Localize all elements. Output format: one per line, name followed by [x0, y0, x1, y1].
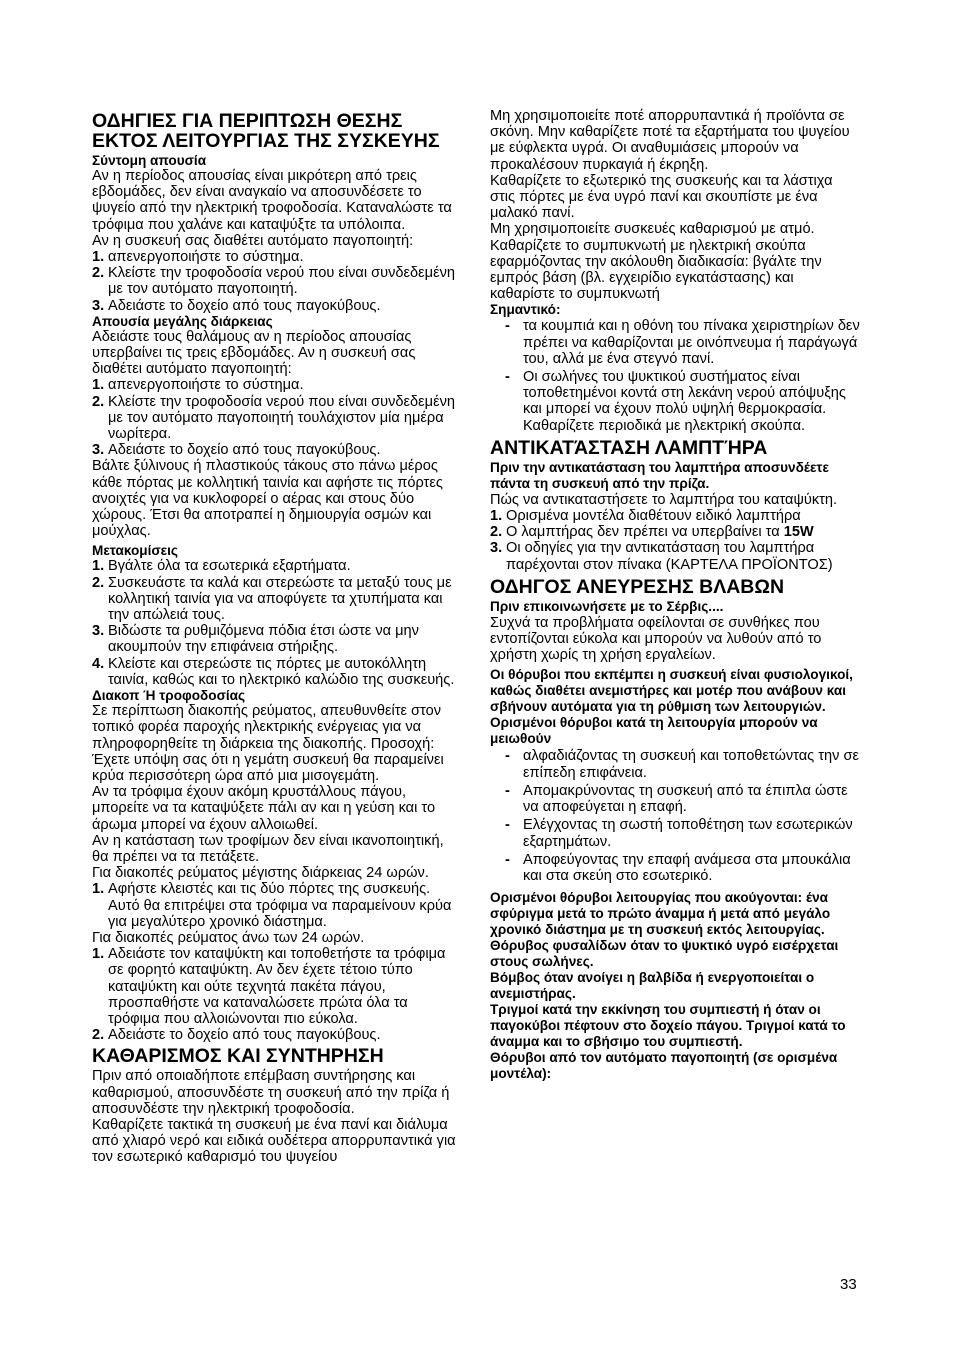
list-long-absence — [92, 377, 462, 458]
paragraph: Καθαρίζετε τακτικά τη συσκευή με ένα πανί και διάλυμα από χλιαρό νερό και ειδικά ουδέτερα απορρυπαντικά για τον εσωτερικό καθαρισμό του ψυγείου — [92, 1116, 456, 1166]
list-important — [490, 318, 860, 433]
list-text: Κλείστε την τροφοδοσία νερού που είναι συνδεδεμένη με τον αυτόματο παγοποιητή τουλάχιστον μία ημέρα νωρίτερα. — [108, 393, 456, 443]
list-text: Αδειάστε τον καταψύκτη και τοποθετήστε τα τρόφιμα σε φορητό καταψύκτη. Αν δεν έχετε τέτοιο τύπο καταψύκτη και ούτε τεχνητά πακέτα πάγου, προσπαθήστε να καταναλώσετε πρώτα όλα τα τρόφιμα που αλλοιώνονται πιο εύκολα. — [108, 946, 446, 1027]
list-text: Βιδώστε τα ρυθμιζόμενα πόδια έτσι ώστε να μην ακουμπούν την επιφάνεια στήριξης. — [108, 623, 419, 656]
paragraph: Βάλτε ξύλινους ή πλαστικούς τάκους στο πάνω μέρος κάθε πόρτας με κολλητική ταινία και αφήστε τις πόρτες ανοιχτές για να κυκλοφορεί ο αέρας και στους δύο χώρους. Έτσι θα αποτραπεί η δημιουργία οσμών και μούχλας. — [92, 458, 443, 540]
list-text: Αποφεύγοντας την επαφή ανάμεσα στα μπουκάλια και στα σκεύη στο εσωτερικό. — [523, 851, 851, 884]
subheading-long-absence: Απουσία μεγάλης διάρκειας — [92, 313, 273, 329]
list-power-over-24h — [92, 946, 462, 1043]
list-item — [92, 623, 462, 655]
list-item — [92, 442, 462, 458]
list-item — [92, 946, 462, 1027]
paragraph: Πριν από οποιαδήποτε επέμβαση συντήρησης και καθαρισμού, αποσυνδέστε τη συσκευή από την πρίζα ή αποσυνδέστε την ηλεκτρική τροφοδοσία. — [92, 1068, 450, 1117]
paragraph: Αν τα τρόφιμα έχουν ακόμη κρυστάλλους πάγου, μπορείτε να τα καταψύξετε πάλι αν και η γεύση και το άρωμα μπορεί να έχουν αλλοιωθεί. — [92, 784, 436, 833]
list-text: απενεργοποιήστε το σύστημα. — [108, 249, 304, 266]
bold-note-noise: Τριγμοί κατά την εκκίνηση του συμπιεστή ή όταν οι παγοκύβοι πέφτουν στο δοχείο πάγου. Τριγμοί κατά το άναμμα και το σβήσιμο του συμπιεστή. — [490, 1002, 846, 1050]
list-item — [92, 377, 462, 393]
list-text: Απομακρύνοντας τη συσκευή από τα έπιπλα ώστε να αποφεύγεται η επαφή. — [523, 782, 848, 816]
list-number: 1. — [92, 249, 105, 266]
bold-note-noise: Θόρυβος φυσαλίδων όταν το ψυκτικό υγρό εισέρχεται στους σωλήνες. — [490, 938, 839, 970]
list-text: Ελέγχοντας τη σωστή τοποθέτηση των εσωτερικών εξαρτημάτων. — [523, 817, 853, 850]
list-item — [490, 318, 860, 367]
list-item — [92, 881, 462, 930]
list-dash: - — [505, 782, 510, 799]
list-text: Ορισμένα μοντέλα διαθέτουν ειδικό λαμπτήρα — [506, 508, 801, 525]
list-item — [490, 540, 860, 572]
list-dash: - — [505, 851, 510, 868]
list-text: Οι οδηγίες για την αντικατάσταση του λαμπτήρα παρέχονται στον πίνακα (ΚΑΡΤΕΛΑ ΠΡΟΪΟΝΤΟΣ) — [506, 540, 833, 573]
list-dash: - — [505, 369, 510, 386]
paragraph: Αν η κατάσταση των τροφίμων δεν είναι ικανοποιητική, θα πρέπει να τα πετάξετε. — [92, 832, 444, 865]
heading-outage: ΟΔΗΓΙΕΣ ΓΙΑ ΠΕΡΙΠΤΩΣΗ ΘΕΣΗΣ ΕΚΤΟΣ ΛΕΙΤΟΥΡΓΙΑΣ ΤΗΣ ΣΥΣΚΕΥΗΣ — [92, 110, 440, 152]
list-dash: - — [505, 817, 510, 834]
list-text: Βγάλτε όλα τα εσωτερικά εξαρτήματα. — [108, 558, 351, 575]
list-dash: - — [505, 318, 510, 335]
paragraph: Πώς να αντικαταστήσετε το λαμπτήρα του καταψύκτη. — [490, 491, 838, 508]
list-item — [490, 524, 860, 540]
list-item — [92, 265, 462, 297]
paragraph: Για διακοπές ρεύματος μέγιστης διάρκειας 24 ωρών. — [92, 865, 429, 882]
list-text: Αδειάστε το δοχείο από τους παγοκύβους. — [108, 1027, 381, 1044]
list-number: 1. — [490, 508, 503, 525]
subheading-moving: Μετακομίσεις — [92, 543, 178, 559]
list-text: αλφαδιάζοντας τη συσκευή και τοποθετώντας την σε επίπεδη επιφάνεια. — [523, 748, 860, 781]
list-text: Αφήστε κλειστές και τις δύο πόρτες της συσκευής. Αυτό θα επιτρέψει στα τρόφιμα να παραμείνουν κρύα για μεγαλύτερο χρονικό διάστημα. — [108, 881, 452, 930]
list-short-absence — [92, 249, 462, 314]
list-number: 3. — [92, 297, 105, 314]
heading-cleaning: ΚΑΘΑΡΙΣΜΟΣ ΚΑΙ ΣΥΝΤΗΡΗΣΗ — [92, 1045, 384, 1068]
heading-troubleshooting: ΟΔΗΓΟΣ ΑΝΕΥΡΕΣΗΣ ΒΛΑΒΩΝ — [490, 575, 785, 598]
list-item — [92, 656, 462, 688]
list-text: Κλείστε την τροφοδοσία νερού που είναι συνδεδεμένη με τον αυτόματο παγοποιητή. — [108, 265, 456, 298]
list-text: τα κουμπιά και η οθόνη του πίνακα χειριστηρίων δεν πρέπει να καθαρίζονται με οινόπνευμα ή παράγωγά του, αλλά με ένα στεγνό πανί. — [523, 318, 860, 367]
list-number: 3. — [490, 540, 503, 557]
paragraph: Καθαρίζετε το συμπυκνωτή με ηλεκτρική σκούπα εφαρμόζοντας την ακόλουθη διαδικασία: βγάλτε την εμπρός βάση (βλ. εγχειρίδιο εγκατάστασης) και καθαρίστε το συμπυκνωτή — [490, 237, 822, 303]
paragraph: Αδειάστε τους θαλάμους αν η περίοδος απουσίας υπερβαίνει τις τρεις εβδομάδες. Αν η συσκευή σας διαθέτει αυτόματο παγοποιητή: — [92, 328, 416, 378]
list-text: Κλείστε και στερεώστε τις πόρτες με αυτοκόλλητη ταινία, καθώς και το ηλεκτρικό καλώδιο της συσκευής. — [108, 655, 455, 688]
bold-note-noise: Βόμβος όταν ανοίγει η βαλβίδα ή ενεργοποιείται ο ανεμιστήρας. — [490, 970, 815, 1002]
left-column — [92, 108, 462, 1166]
list-noise-reduction — [490, 748, 860, 884]
list-text: Ο λαμπτήρας δεν πρέπει να υπερβαίνει τα — [506, 524, 784, 541]
paragraph: Σε περίπτωση διακοπής ρεύματος, απευθυνθείτε στον τοπικό φορέα παροχής ηλεκτρικής ενέργειας για να πληροφορηθείτε τη διάρκεια της διακοπής. Προσοχή: Έχετε υπόψη σας ότι η γεμάτη συσκευή θα παραμείνει κρύα περισσότερη ώρα από μια μισογεμάτη. — [92, 703, 444, 784]
list-item — [490, 508, 860, 524]
paragraph: Μη χρησιμοποιείτε συσκευές καθαρισμού με ατμό. — [490, 221, 815, 238]
bold-note-lamp: Πριν την αντικατάσταση του λαμπτήρα αποσυνδέετε πάντα τη συσκευή από την πρίζα. — [490, 459, 829, 491]
paragraph: Καθαρίζετε το εξωτερικό της συσκευής και τα λάστιχα στις πόρτες με ένα υγρό πανί και σκουπίστε με ένα μαλακό πανί. — [490, 172, 833, 222]
list-item — [490, 783, 860, 815]
bold-note-noise: Οι θόρυβοι που εκπέμπει η συσκευή είναι φυσιολογικοί, καθώς διαθέτει ανεμιστήρες και μοτέρ που ανάβουν και σβήνουν αυτόματα για τη ρύθμιση των λειτουργιών. — [490, 667, 853, 715]
subheading-important: Σημαντικό: — [490, 302, 561, 318]
list-number: 2. — [490, 524, 503, 541]
right-column — [490, 108, 860, 1082]
list-item — [92, 298, 462, 314]
list-power-24h — [92, 881, 462, 930]
list-text: Οι σωλήνες του ψυκτικού συστήματος είναι τοποθετημένοι κοντά στη λεκάνη νερού απόψυξης και μπορεί να έχουν πολύ υψηλή θερμοκρασία. Καθαρίζετε περιοδικά με ηλεκτρική σκούπα. — [523, 369, 846, 434]
paragraph: Συχνά τα προβλήματα οφείλονται σε συνθήκες που εντοπίζονται εύκολα και μπορούν να λυθούν από το χρήστη χωρίς τη χρήση εργαλείων. — [490, 614, 822, 664]
paragraph: Αν η συσκευή σας διαθέτει αυτόματο παγοποιητή: — [92, 232, 414, 249]
list-item — [490, 369, 860, 434]
list-number: 2. — [92, 265, 105, 282]
bold-note-noise: Ορισμένοι θόρυβοι λειτουργίας που ακούγονται: ένα σφύριγμα μετά το πρώτο άναμμα ή μετά από μεγάλο χρονικό διάστημα με τη συσκευή εκτός λειτουργίας. — [490, 890, 831, 938]
list-moving — [92, 558, 462, 688]
list-number: 3. — [92, 442, 105, 459]
paragraph: Για διακοπές ρεύματος άνω των 24 ωρών. — [92, 929, 365, 946]
list-text: απενεργοποιήστε το σύστημα. — [108, 377, 304, 394]
subheading-power-outage: Διακοπ Ή τροφοδοσίας — [92, 688, 246, 704]
bold-note-noise: Θόρυβοι από τον αυτόματο παγοποιητή (σε ορισμένα μοντέλα): — [490, 1050, 838, 1082]
heading-lamp-replacement: ΑΝΤΙΚΑΤΆΣΤΑΣΗ ΛΑΜΠΤΉΡΑ — [490, 436, 768, 459]
list-text: Αδειάστε το δοχείο από τους παγοκύβους. — [108, 297, 381, 314]
subheading-short-absence: Σύντομη απουσία — [92, 153, 207, 168]
bold-note-service: Πριν επικοινωνήσετε με το Σέρβις.... — [490, 598, 724, 614]
list-text: Αδειάστε το δοχείο από τους παγοκύβους. — [108, 442, 381, 459]
list-number: 1. — [92, 377, 105, 394]
page-number: 33 — [840, 1276, 857, 1293]
wattage-value: 15W — [783, 524, 814, 541]
list-lamp — [490, 508, 860, 573]
list-item — [92, 249, 462, 265]
list-number: 2. — [92, 574, 105, 591]
list-number: 1. — [92, 881, 105, 898]
list-number: 4. — [92, 655, 105, 672]
list-number: 3. — [92, 623, 105, 640]
list-item — [92, 575, 462, 624]
list-item — [92, 394, 462, 443]
list-number: 2. — [92, 393, 105, 410]
bold-note-noise: Ορισμένοι θόρυβοι κατά τη λειτουργία μπορούν να μειωθούν — [490, 715, 818, 747]
list-item — [490, 748, 860, 780]
list-item — [490, 852, 860, 884]
list-item — [92, 1027, 462, 1043]
paragraph: Μη χρησιμοποιείτε ποτέ απορρυπαντικά ή προϊόντα σε σκόνη. Μην καθαρίζετε ποτέ τα εξαρτήματα του ψυγείου με εύφλεκτα υγρά. Οι αναθυμιάσεις μπορούν να προκαλέσουν πυρκαγιά ή έκρηξη. — [490, 108, 850, 173]
list-number: 1. — [92, 946, 105, 963]
list-item — [490, 817, 860, 849]
list-number: 2. — [92, 1027, 105, 1044]
paragraph: Αν η περίοδος απουσίας είναι μικρότερη από τρεις εβδομάδες, δεν είναι αναγκαίο να αποσυνδέσετε το ψυγείο από την ηλεκτρική τροφοδοσία. Καταναλώστε τα τρόφιμα που χαλάνε και καταψύξτε τα υπόλοιπα. — [92, 168, 452, 233]
list-text: Συσκευάστε τα καλά και στερεώστε τα μεταξύ τους με κολλητική ταινία για να αποφύγετε τα χτυπήματα και την απώλειά τους. — [108, 574, 452, 624]
list-dash: - — [505, 748, 510, 765]
list-number: 1. — [92, 558, 105, 575]
list-item — [92, 558, 462, 574]
